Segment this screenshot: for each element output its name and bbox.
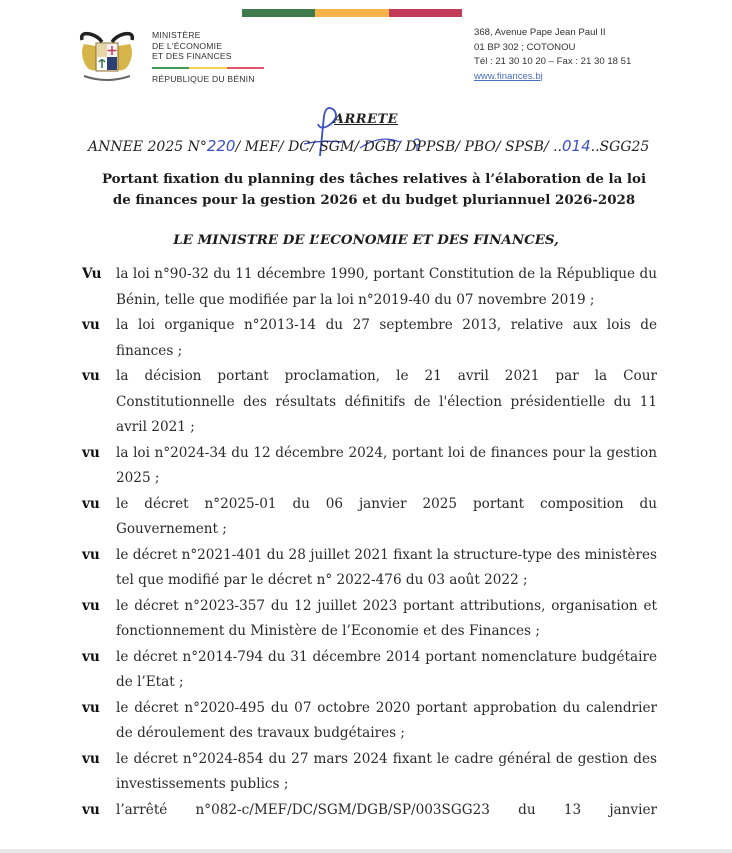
- consideration-item: [82, 696, 657, 747]
- consideration-item: [82, 492, 657, 543]
- consideration-text: le décret n°2023-357 du 12 juillet 2023 portant attributions, organisation et fonctionnement du Ministère de l’Economie et des Finances ;: [116, 597, 657, 639]
- consideration-text: le décret n°2024-854 du 27 mars 2024 fixant le cadre général de gestion des investissements publics ;: [116, 750, 657, 792]
- vu-marker: vu: [82, 699, 100, 716]
- consideration-item: [82, 262, 657, 313]
- flag-red: [389, 9, 462, 17]
- document-type-title: ARRETE: [333, 112, 399, 127]
- vu-marker: vu: [82, 750, 100, 767]
- vu-marker: vu: [82, 597, 100, 614]
- website-link[interactable]: www.finances.bj: [474, 70, 543, 82]
- ministry-block: [152, 30, 264, 84]
- ministry-line: ET DES FINANCES: [152, 51, 232, 61]
- consideration-item: [82, 441, 657, 492]
- considerations-list: [82, 262, 657, 823]
- reference-middle: / MEF/ DC/ SGM/ DGB/ DPPSB/ PBO/ SPSB/ ..: [235, 139, 563, 155]
- reference-number: [88, 137, 649, 155]
- country-name: RÉPUBLIQUE DU BÉNIN: [152, 73, 255, 84]
- consideration-item: [82, 313, 657, 364]
- page-edge: [0, 849, 732, 853]
- ministry-line: DE L'ÉCONOMIE: [152, 40, 223, 51]
- consideration-text: le décret n°2020-495 du 07 octobre 2020 portant approbation du calendrier de déroulement des travaux budgétaires ;: [116, 699, 657, 741]
- consideration-item: [82, 364, 657, 441]
- vu-marker: vu: [82, 495, 100, 512]
- address-line-1: 368, Avenue Pape Jean Paul II: [474, 27, 606, 38]
- handwritten-order-number: 014: [562, 137, 591, 155]
- phone-fax: Tél : 21 30 10 20 – Fax : 21 30 18 51: [474, 56, 632, 67]
- consideration-text: le décret n°2014-794 du 31 décembre 2014 portant nomenclature budgétaire de l’Etat ;: [116, 648, 657, 690]
- ministry-line: MINISTÈRE: [152, 30, 201, 40]
- vu-marker: vu: [82, 444, 100, 461]
- consideration-text: la décision portant proclamation, le 21 avril 2021 par la Cour Constitutionnelle des résultats définitifs de l'élection présidentielle du 11 avril 2021 ;: [116, 368, 657, 435]
- vu-marker: vu: [82, 648, 100, 665]
- consideration-text: le décret n°2025-01 du 06 janvier 2025 portant composition du Gouvernement ;: [116, 495, 657, 537]
- consideration-text: la loi organique n°2013-14 du 27 septembre 2013, relative aux lois de finances ;: [116, 317, 657, 359]
- consideration-text: l’arrêté n°082-c/MEF/DC/SGM/DGB/SP/003SGG23 du 13 janvier: [116, 801, 657, 818]
- vu-marker: vu: [82, 368, 100, 384]
- consideration-item: [82, 594, 657, 645]
- vu-marker: vu: [82, 801, 100, 818]
- consideration-item: [82, 798, 657, 824]
- consideration-item: [82, 543, 657, 594]
- flag-stripe: [242, 9, 462, 17]
- benin-coat-of-arms-icon: [76, 30, 138, 84]
- consideration-text: le décret n°2021-401 du 28 juillet 2021 fixant la structure-type des ministères tel que modifié par le décret n° 2022-476 du 03 août 2022 ;: [116, 546, 657, 588]
- vu-marker: vu: [82, 546, 100, 563]
- consideration-text: la loi n°2024-34 du 12 décembre 2024, portant loi de finances pour la gestion 2025 ;: [116, 444, 657, 486]
- flag-yellow: [315, 9, 388, 17]
- flag-green: [242, 9, 315, 17]
- address-line-2: 01 BP 302 ; COTONOU: [474, 41, 576, 53]
- reference-suffix: ..SGG25: [590, 139, 650, 155]
- document-subject: Portant fixation du planning des tâches relatives à l’élaboration de la loi de finances pour la gestion 2026 et du budget pluriannuel 2026-2028: [101, 171, 647, 208]
- ministry-flag-divider: [152, 67, 264, 69]
- reference-prefix: ANNEE 2025 N°: [88, 139, 207, 155]
- consideration-text: la loi n°90-32 du 11 décembre 1990, portant Constitution de la République du Bénin, telle que modifiée par la loi n°2019-40 du 07 novembre 2019 ;: [116, 266, 657, 308]
- consideration-item: [82, 645, 657, 696]
- authority-heading: LE MINISTRE DE L’ECONOMIE ET DES FINANCES,: [173, 232, 559, 248]
- vu-marker: Vu: [82, 266, 102, 282]
- handwritten-number: 220: [206, 137, 236, 155]
- consideration-item: [82, 747, 657, 798]
- address-block: [474, 26, 631, 84]
- vu-marker: vu: [82, 317, 100, 333]
